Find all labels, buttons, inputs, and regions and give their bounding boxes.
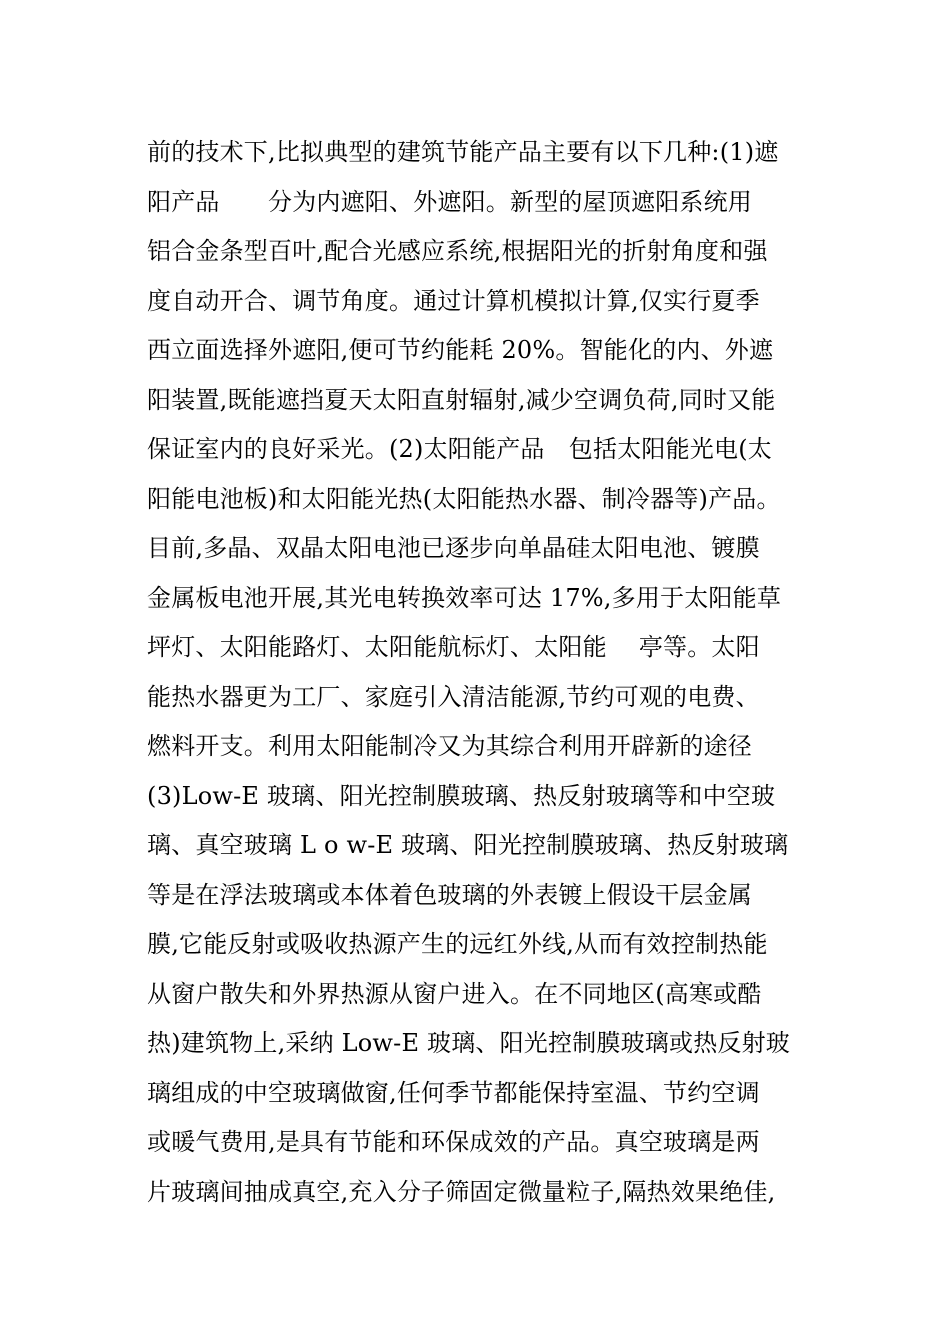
text-line: 璃组成的中空玻璃做窗,任何季节都能保持室温、节约空调 <box>147 1078 760 1107</box>
text-line: 阳产品 分为内遮阳、外遮阳。新型的屋顶遮阳系统用 <box>147 187 752 216</box>
text-line: 阳装置,既能遮挡夏天太阳直射辐射,减少空调负荷,同时又能 <box>147 385 776 414</box>
text-line: 目前,多晶、双晶太阳电池已逐步向单晶硅太阳电池、镀膜 <box>147 534 760 562</box>
text-line: 或暖气费用,是具有节能和环保成效的产品。真空玻璃是两 <box>147 1128 760 1156</box>
text-line: 璃、真空玻璃 L o w-E 玻璃、阳光控制膜玻璃、热反射玻璃 <box>147 831 789 859</box>
text-line: 燃料开支。利用太阳能制冷又为其综合利用开辟新的途径 <box>147 732 752 760</box>
text-line: 保证室内的良好采光。(2)太阳能产品 包括太阳能光电(太 <box>147 435 772 463</box>
text-line: 从窗户散失和外界热源从窗户进入。在不同地区(高寒或酷 <box>147 979 762 1008</box>
text-line: 金属板电池开展,其光电转换效率可达 17%,多用于太阳能草 <box>147 583 782 612</box>
text-line: (3)Low-E 玻璃、阳光控制膜玻璃、热反射玻璃等和中空玻 <box>147 781 776 810</box>
body-text <box>147 128 827 1217</box>
text-line: 西立面选择外遮阳,便可节约能耗 20%。智能化的内、外遮 <box>147 336 774 364</box>
text-line: 能热水器更为工厂、家庭引入清洁能源,节约可观的电费、 <box>147 682 760 711</box>
text-line: 片玻璃间抽成真空,充入分子筛固定微量粒子,隔热效果绝佳, <box>147 1177 776 1206</box>
text-line: 铝合金条型百叶,配合光感应系统,根据阳光的折射角度和强 <box>147 237 768 265</box>
text-line: 等是在浮法玻璃或本体着色玻璃的外表镀上假设干层金属 <box>147 880 752 909</box>
text-line: 膜,它能反射或吸收热源产生的远红外线,从而有效控制热能 <box>147 930 768 958</box>
text-line: 度自动开合、调节角度。通过计算机模拟计算,仅实行夏季 <box>147 286 760 315</box>
text-line: 阳能电池板)和太阳能光热(太阳能热水器、制冷器等)产品。 <box>147 484 781 513</box>
text-line: 坪灯、太阳能路灯、太阳能航标灯、太阳能 亭等。太阳 <box>147 633 760 661</box>
text-line: 热)建筑物上,采纳 Low-E 玻璃、阳光控制膜玻璃或热反射玻 <box>147 1029 791 1057</box>
text-line: 前的技术下,比拟典型的建筑节能产品主要有以下几种:(1)遮 <box>147 138 779 166</box>
